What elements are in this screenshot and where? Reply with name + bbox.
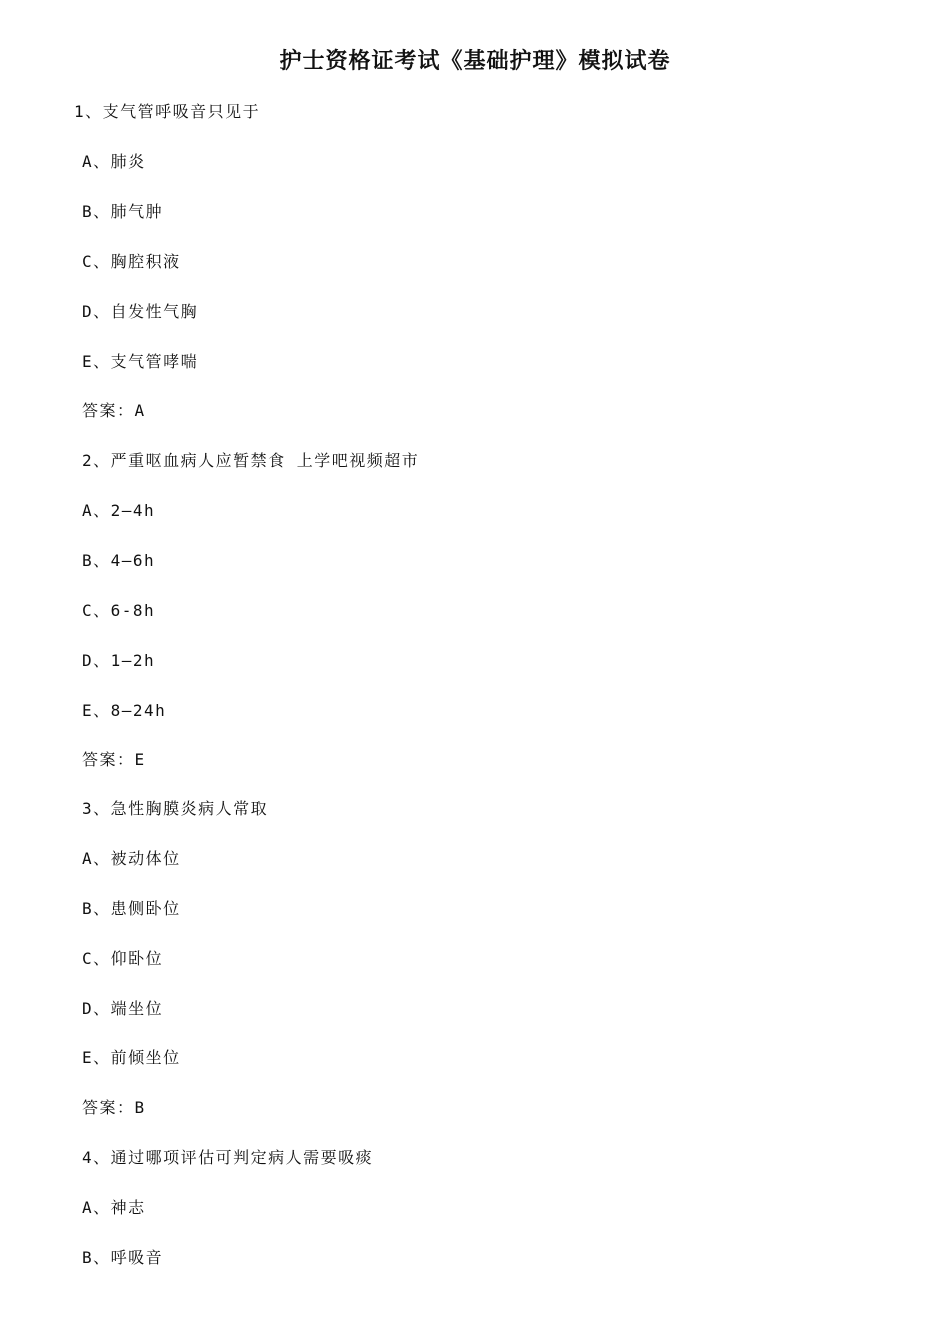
question-2-option-a: A、2—4h [82,501,156,520]
question-1-stem: 1、支气管呼吸音只见于 [74,102,261,121]
question-3-option-b: B、患侧卧位 [82,899,181,918]
question-4-option-b: B、呼吸音 [82,1248,164,1267]
question-1-option-b: B、肺气肿 [82,202,164,221]
question-1-option-e: E、支气管哮喘 [82,352,199,371]
question-1-option-a: A、肺炎 [82,152,146,171]
question-4-option-a: A、神志 [82,1198,146,1217]
question-1-option-d: D、自发性气胸 [82,302,199,321]
question-2-option-d: D、1—2h [82,651,156,670]
question-3-stem: 3、急性胸膜炎病人常取 [82,799,269,818]
question-3-option-a: A、被动体位 [82,849,181,868]
question-3-answer: 答案：B [82,1098,146,1117]
question-3-option-c: C、仰卧位 [82,949,164,968]
question-2-option-b: B、4—6h [82,551,156,570]
question-3-option-d: D、端坐位 [82,999,164,1018]
question-1-option-c: C、胸腔积液 [82,252,181,271]
question-1-answer: 答案：A [82,401,146,420]
question-4-stem: 4、通过哪项评估可判定病人需要吸痰 [82,1148,374,1167]
question-2-option-c: C、6-8h [82,601,156,620]
document-title: 护士资格证考试《基础护理》模拟试卷 [279,49,671,74]
question-2-option-e: E、8—24h [82,701,167,720]
question-3-option-e: E、前倾坐位 [82,1048,181,1067]
question-2-answer: 答案：E [82,750,146,769]
question-2-stem: 2、严重呕血病人应暂禁食 上学吧视频超市 [82,451,420,470]
